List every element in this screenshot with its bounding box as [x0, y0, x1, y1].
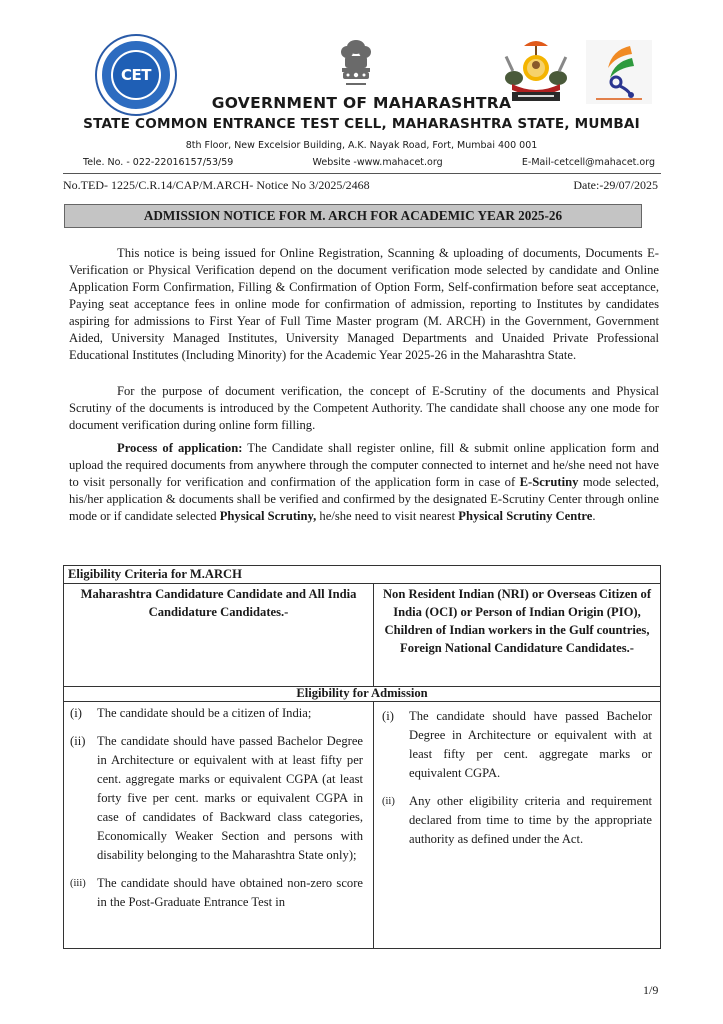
criteria-number: (i): [382, 709, 394, 723]
phone-number: Tele. No. - 022-22016157/53/59: [83, 157, 234, 168]
process-text-1: The Candidate shall register online, fill & submit online application form and upload the required documents from anywhere through the computer connected to internet and he/she need not have to visit personally for verification and confirmation of the application form in case of: [69, 441, 659, 489]
criteria-item: [70, 874, 363, 912]
physical-scrutiny-centre-term: Physical Scrutiny Centre: [458, 509, 593, 523]
contact-row: [83, 157, 655, 168]
nri-candidature-header: Non Resident Indian (NRI) or Overseas Citizen of India (OCI) or Person of Indian Origin (PIO), Children of Indian workers in the Gulf countries, Foreign National Candidature Candidates.-: [382, 587, 652, 655]
office-title: STATE COMMON ENTRANCE TEST CELL, MAHARASHTRA STATE, MUMBAI: [83, 116, 640, 132]
criteria-number: (iii): [70, 878, 86, 889]
maharashtra-criteria-column: [64, 702, 374, 948]
website-link[interactable]: Website -www.mahacet.org: [312, 157, 443, 168]
criteria-text: The candidate should have passed Bachelor Degree in Architecture or equivalent with at least fifty per cent. aggregate marks or equivalent CGPA.: [409, 709, 652, 780]
paragraph-verification: [69, 383, 659, 434]
page-number: 1/9: [643, 983, 659, 997]
process-text-3: he/she need to visit nearest: [316, 509, 459, 523]
criteria-item: [382, 707, 652, 783]
process-text-4: .: [592, 509, 596, 523]
national-emblem-icon: [336, 38, 376, 92]
criteria-item: [382, 792, 652, 849]
paragraph-process: [69, 440, 659, 525]
maharashtra-candidature-header: Maharashtra Candidature Candidate and All India Candidature Candidates.-: [64, 584, 374, 686]
notice-title-text: ADMISSION NOTICE FOR M. ARCH FOR ACADEMIC YEAR 2025-26: [143, 208, 563, 223]
e-scrutiny-term: E-Scrutiny: [519, 475, 579, 489]
criteria-item: [70, 704, 363, 723]
criteria-text: Any other eligibility criteria and requirement declared from time to time by the appropriate authority as defined under the Act.: [409, 794, 652, 846]
notice-reference: No.TED- 1225/C.R.14/CAP/M.ARCH- Notice No 3/2025/2468: [63, 178, 370, 192]
cet-logo-center: [113, 52, 159, 98]
eligibility-items-row: [64, 702, 660, 948]
eligibility-table-title: Eligibility Criteria for M.ARCH: [64, 566, 660, 584]
paragraph-intro-text: This notice is being issued for Online Registration, Scanning & uploading of documents, Documents E- Verification or Physical Verification depend on the document verification mode selected by candidate and Online Application Form Confirmation, Filling & Confirmation of Option Form, Self-confirmation before seat acceptance, Paying seat acceptance fees in online mode for confirmation of admission, reporting to Institutes by candidates aspiring for admissions to First Year of Full Time Master program (M. ARCH) in the Government, Government Aided, University Managed Institutes, University Managed Departments and Unaided Private Professional Educational Institutes (Including Minority) for the Academic Year 2025-26 in the Maharashtra State.: [69, 246, 659, 362]
notice-title: [64, 204, 642, 228]
office-address: 8th Floor, New Excelsior Building, A.K. Nayak Road, Fort, Mumbai 400 001: [185, 140, 538, 151]
criteria-number: (i): [70, 706, 82, 720]
criteria-number: (ii): [382, 796, 395, 807]
criteria-number: (ii): [70, 734, 86, 748]
paragraph-intro: [69, 245, 659, 364]
reference-row: [63, 178, 658, 193]
criteria-text: The candidate should have passed Bachelor Degree in Architecture or equivalent with at least fifty per cent. aggregate marks or equivalent CGPA (at least forty five per cent. marks or equivalent CGPA in case of candidates of Backward class categories, Economically Weaker Section and persons with disability belonging to the Maharashtra State only);: [97, 734, 363, 862]
process-label: Process of application:: [117, 441, 243, 455]
header-divider: [63, 173, 661, 174]
criteria-item: [70, 732, 363, 865]
cet-logo-text: CET: [121, 66, 151, 84]
eligibility-admission-header: Eligibility for Admission: [64, 687, 660, 702]
nri-criteria-column: [374, 702, 660, 948]
criteria-text: The candidate should have obtained non-zero score in the Post-Graduate Entrance Test in: [97, 876, 363, 909]
criteria-text: The candidate should be a citizen of India;: [97, 706, 312, 720]
candidature-header-row: [64, 584, 660, 687]
eligibility-table: [63, 565, 661, 949]
process-text-2: mode selected, his/her application & documents shall be verified and confirmed by the designated E-Scrutiny Center through online mode or if candidate selected: [69, 475, 659, 523]
physical-scrutiny-term: Physical Scrutiny,: [219, 509, 317, 523]
government-title: GOVERNMENT OF MAHARASHTRA: [211, 94, 512, 112]
email-link[interactable]: E-Mail-cetcell@mahacet.org: [521, 157, 655, 168]
notice-date: Date:-29/07/2025: [573, 178, 658, 192]
paragraph-verification-text: For the purpose of document verification, the concept of E-Scrutiny of the documents and Physical Scrutiny of the documents is introduced by the Competent Authority. The candidate shall choose any one mode for document verification during online form filling.: [69, 384, 659, 432]
